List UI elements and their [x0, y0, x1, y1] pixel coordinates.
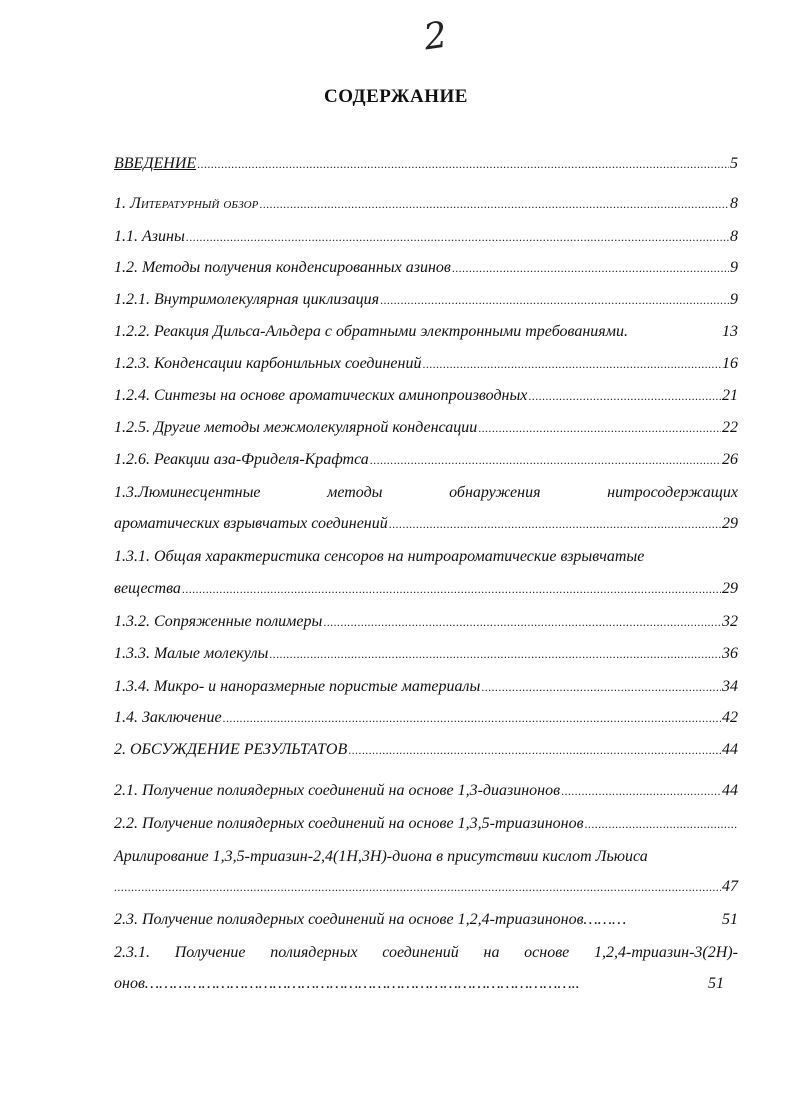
toc-leader — [389, 514, 721, 534]
toc-leader — [182, 579, 721, 599]
toc-entry-continuation[interactable] — [114, 974, 724, 994]
toc-entry-title: 1.2.2. Реакция Дильса-Альдера с обратными электронными требованиями. — [114, 323, 628, 340]
toc-entry-title: 1.1. Азины — [114, 228, 185, 245]
toc-leader — [259, 194, 729, 214]
toc-word: соединений — [382, 944, 459, 961]
toc-entry[interactable] — [114, 354, 738, 374]
toc-leader — [422, 354, 721, 374]
toc-entry[interactable] — [114, 227, 738, 247]
toc-entry-continuation[interactable] — [114, 514, 738, 534]
toc-word: нитросодержащих — [607, 484, 738, 501]
toc-leader — [528, 386, 721, 406]
toc-word: 1.3.Люминесцентные — [114, 484, 261, 501]
handwritten-page-number: 2 — [421, 14, 450, 59]
toc-leader — [269, 644, 721, 664]
toc-entry-page: 8 — [730, 195, 738, 212]
toc-entry-page: 16 — [722, 355, 738, 372]
toc-entry-page: 51 — [708, 975, 724, 992]
toc-word: методы — [327, 484, 383, 501]
toc-entry-page: 8 — [730, 228, 738, 245]
toc-entry[interactable] — [114, 740, 738, 760]
toc-entry-page: 9 — [730, 259, 738, 276]
toc-leader — [380, 290, 729, 310]
page-title: СОДЕРЖАНИЕ — [324, 86, 468, 107]
toc-entry[interactable] — [114, 290, 738, 310]
toc-word: на — [483, 944, 500, 961]
toc-entry[interactable] — [114, 258, 738, 278]
toc-leader — [478, 418, 721, 438]
toc-entry-title: 1.2.5. Другие методы межмолекулярной конденсации — [114, 419, 478, 436]
toc-entry[interactable] — [114, 154, 738, 174]
toc-entry[interactable] — [114, 322, 738, 342]
toc-entry-page: 42 — [722, 709, 738, 726]
toc-entry-multiline[interactable] — [114, 483, 738, 503]
toc-entry[interactable] — [114, 781, 738, 801]
toc-leader — [481, 677, 721, 697]
toc-entry-title: 1.2.1. Внутримолекулярная циклизация — [114, 291, 380, 308]
toc-leader — [585, 814, 737, 834]
toc-entry-page: 29 — [722, 515, 738, 532]
toc-entry-title: онов……………………………………………………………………………….. — [114, 975, 580, 992]
toc-entry-title: 1.3.4. Микро- и наноразмерные пористые материалы — [114, 678, 481, 695]
toc-entry[interactable] — [114, 386, 738, 406]
toc-word: 2.3.1. — [114, 944, 150, 961]
toc-leader — [561, 781, 721, 801]
toc-entry-page: 29 — [722, 580, 738, 597]
toc-entry-title: 1.2. Методы получения конденсированных азинов — [114, 259, 451, 276]
toc-entry-page: 32 — [722, 613, 738, 630]
toc-entry[interactable] — [114, 677, 738, 697]
toc-entry-title: 1.4. Заключение — [114, 709, 222, 726]
toc-word: Получение — [174, 944, 246, 961]
toc-entry-title: 1. Литературный обзор — [114, 195, 259, 212]
toc-entry-page: 47 — [722, 878, 738, 895]
toc-entry-title: 1.2.4. Синтезы на основе ароматических аминопроизводных — [114, 387, 528, 404]
toc-entry-page: 26 — [722, 451, 738, 468]
toc-leader — [114, 877, 721, 897]
toc-entry-title: вещества — [114, 580, 181, 597]
toc-entry-page: 44 — [722, 741, 738, 758]
toc-entry-multiline[interactable] — [114, 943, 738, 963]
toc-entry-continuation[interactable] — [114, 579, 738, 599]
toc-word: 1,2,4-триазин-3(2Н)- — [594, 944, 738, 961]
toc-entry[interactable] — [114, 910, 738, 930]
toc-entry-multiline[interactable]: 1.3.1. Общая характеристика сенсоров на нитроароматические взрывчатые — [114, 548, 645, 565]
toc-entry-title: ВВЕДЕНИЕ — [114, 155, 197, 172]
toc-entry-title: 2.2. Получение полиядерных соединений на основе 1,3,5-триазинонов — [114, 815, 584, 832]
toc-leader — [186, 227, 729, 247]
toc-entry-page: 21 — [722, 387, 738, 404]
toc-entry-page: 51 — [722, 911, 738, 928]
toc-entry-page: 13 — [722, 323, 738, 340]
toc-leader — [452, 258, 729, 278]
toc-entry-title: 2. ОБСУЖДЕНИЕ РЕЗУЛЬТАТОВ — [114, 741, 348, 758]
toc-entry-title: 1.3.2. Сопряженные полимеры — [114, 613, 323, 630]
toc-entry[interactable] — [114, 814, 738, 834]
toc-entry[interactable] — [114, 450, 738, 470]
toc-entry-title: 2.3. Получение полиядерных соединений на основе 1,2,4-триазинонов……… — [114, 911, 627, 928]
toc-entry-title: 1.2.3. Конденсации карбонильных соединений — [114, 355, 422, 372]
toc-word: обнаружения — [449, 484, 541, 501]
toc-entry[interactable] — [114, 612, 738, 632]
toc-entry[interactable] — [114, 418, 738, 438]
toc-entry-continuation[interactable] — [114, 877, 738, 897]
toc-entry-page: 36 — [722, 645, 738, 662]
toc-leader — [323, 612, 721, 632]
toc-entry-subtitle[interactable]: Арилирование 1,3,5-триазин-2,4(1Н,3Н)-диона в присутствии кислот Льюиса — [114, 848, 648, 865]
toc-entry[interactable] — [114, 194, 738, 214]
toc-leader — [370, 450, 721, 470]
toc-entry-title: ароматических взрывчатых соединений — [114, 515, 388, 532]
toc-entry-page: 34 — [722, 678, 738, 695]
toc-word: полиядерных — [270, 944, 358, 961]
toc-leader — [197, 154, 729, 174]
toc-entry[interactable] — [114, 644, 738, 664]
toc-word: основе — [524, 944, 570, 961]
toc-entry-page: 44 — [722, 782, 738, 799]
toc-leader — [223, 708, 721, 728]
toc-entry[interactable] — [114, 708, 738, 728]
toc-leader — [348, 740, 721, 760]
toc-entry-title: 1.3.3. Малые молекулы — [114, 645, 269, 662]
toc-entry-title: 2.1. Получение полиядерных соединений на основе 1,3-диазинонов — [114, 782, 561, 799]
toc-entry-page: 9 — [730, 291, 738, 308]
toc-entry-page: 22 — [722, 419, 738, 436]
toc-entry-page: 5 — [730, 155, 738, 172]
toc-entry-title: 1.2.6. Реакции аза-Фриделя-Крафтса — [114, 451, 369, 468]
